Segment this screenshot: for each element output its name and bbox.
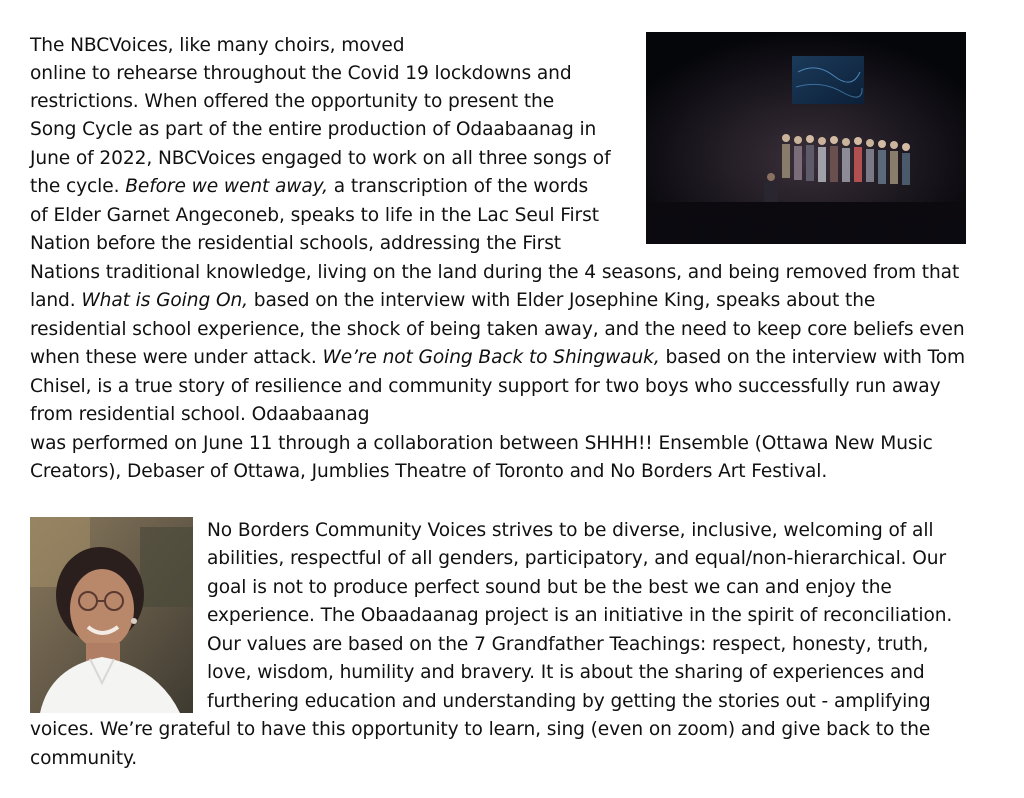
paragraph-1-line-14: from residential school. Odaabaanag [30,404,370,425]
line-10-post: based on the interview with Elder Josephine King, speaks about the [247,290,876,311]
paragraph-1-line-1: The NBCVoices, like many choirs, moved [30,35,405,56]
line-12-post: based on the interview with Tom [659,347,965,368]
paragraph-1-line-10 [30,287,875,315]
paragraph-1-line-7: of Elder Garnet Angeconeb, speaks to life in the Lac Seul First [30,205,599,226]
paragraph-2-line-5: Our values are based on the 7 Grandfather Teachings: respect, honesty, truth, [207,634,929,655]
line-6-post: a transcription of the words [327,176,589,197]
paragraph-1-line-8: Nation before the residential schools, addressing the First [30,233,561,254]
line-12-pre: when these were under attack. [30,347,323,368]
paragraph-1-line-4: Song Cycle as part of the entire production of Odaabaanag in [30,119,597,140]
paragraph-1-line-6 [30,173,588,201]
paragraph-2-line-9: community. [30,748,138,769]
paragraph-1-line-12 [30,344,965,372]
paragraph-2-line-3: goal is not to produce perfect sound but be the best we can and enjoy the [207,577,892,598]
paragraph-2-line-2: abilities, respectful of all genders, participatory, and equal/non-hierarchical. Our [207,548,947,569]
woman-portrait-photo [30,517,193,713]
paragraph-1-line-3: restrictions. When offered the opportunity to present the [30,91,555,112]
paragraph-2-line-7: furthering education and understanding by getting the stories out - amplifying [207,691,931,712]
choir-stage-photo [646,32,966,244]
paragraph-2-line-6: love, wisdom, humility and bravery. It is about the sharing of experiences and [207,662,925,683]
paragraph-2-line-8: voices. We’re grateful to have this opportunity to learn, sing (even on zoom) and give back to the [30,719,931,740]
line-6-pre: the cycle. [30,176,126,197]
paragraph-1-line-16: Creators), Debaser of Ottawa, Jumblies Theatre of Toronto and No Borders Art Festival. [30,461,828,482]
song-title-shingwauk: We’re not Going Back to Shingwauk, [322,347,660,368]
paragraph-2-line-4: experience. The Obaadaanag project is an initiative in the spirit of reconciliation. [207,605,953,626]
paragraph-1-line-9: Nations traditional knowledge, living on the land during the 4 seasons, and being removed from that [30,262,960,283]
paragraph-1-line-11: residential school experience, the shock of being taken away, and the need to keep core beliefs even [30,319,965,340]
song-title-what-is-going-on: What is Going On, [81,290,248,311]
line-10-pre: land. [30,290,82,311]
paragraph-1-line-2: online to rehearse throughout the Covid 19 lockdowns and [30,63,572,84]
paragraph-1-line-5: June of 2022, NBCVoices engaged to work on all three songs of [30,148,611,169]
paragraph-2-line-1: No Borders Community Voices strives to be diverse, inclusive, welcoming of all [207,520,934,541]
paragraph-1-line-13: Chisel, is a true story of resilience and community support for two boys who successfully run away [30,376,941,397]
song-title-before-we-went-away: Before we went away, [125,176,328,197]
paragraph-1-line-15: was performed on June 11 through a collaboration between SHHH!! Ensemble (Ottawa New Music [30,433,933,454]
